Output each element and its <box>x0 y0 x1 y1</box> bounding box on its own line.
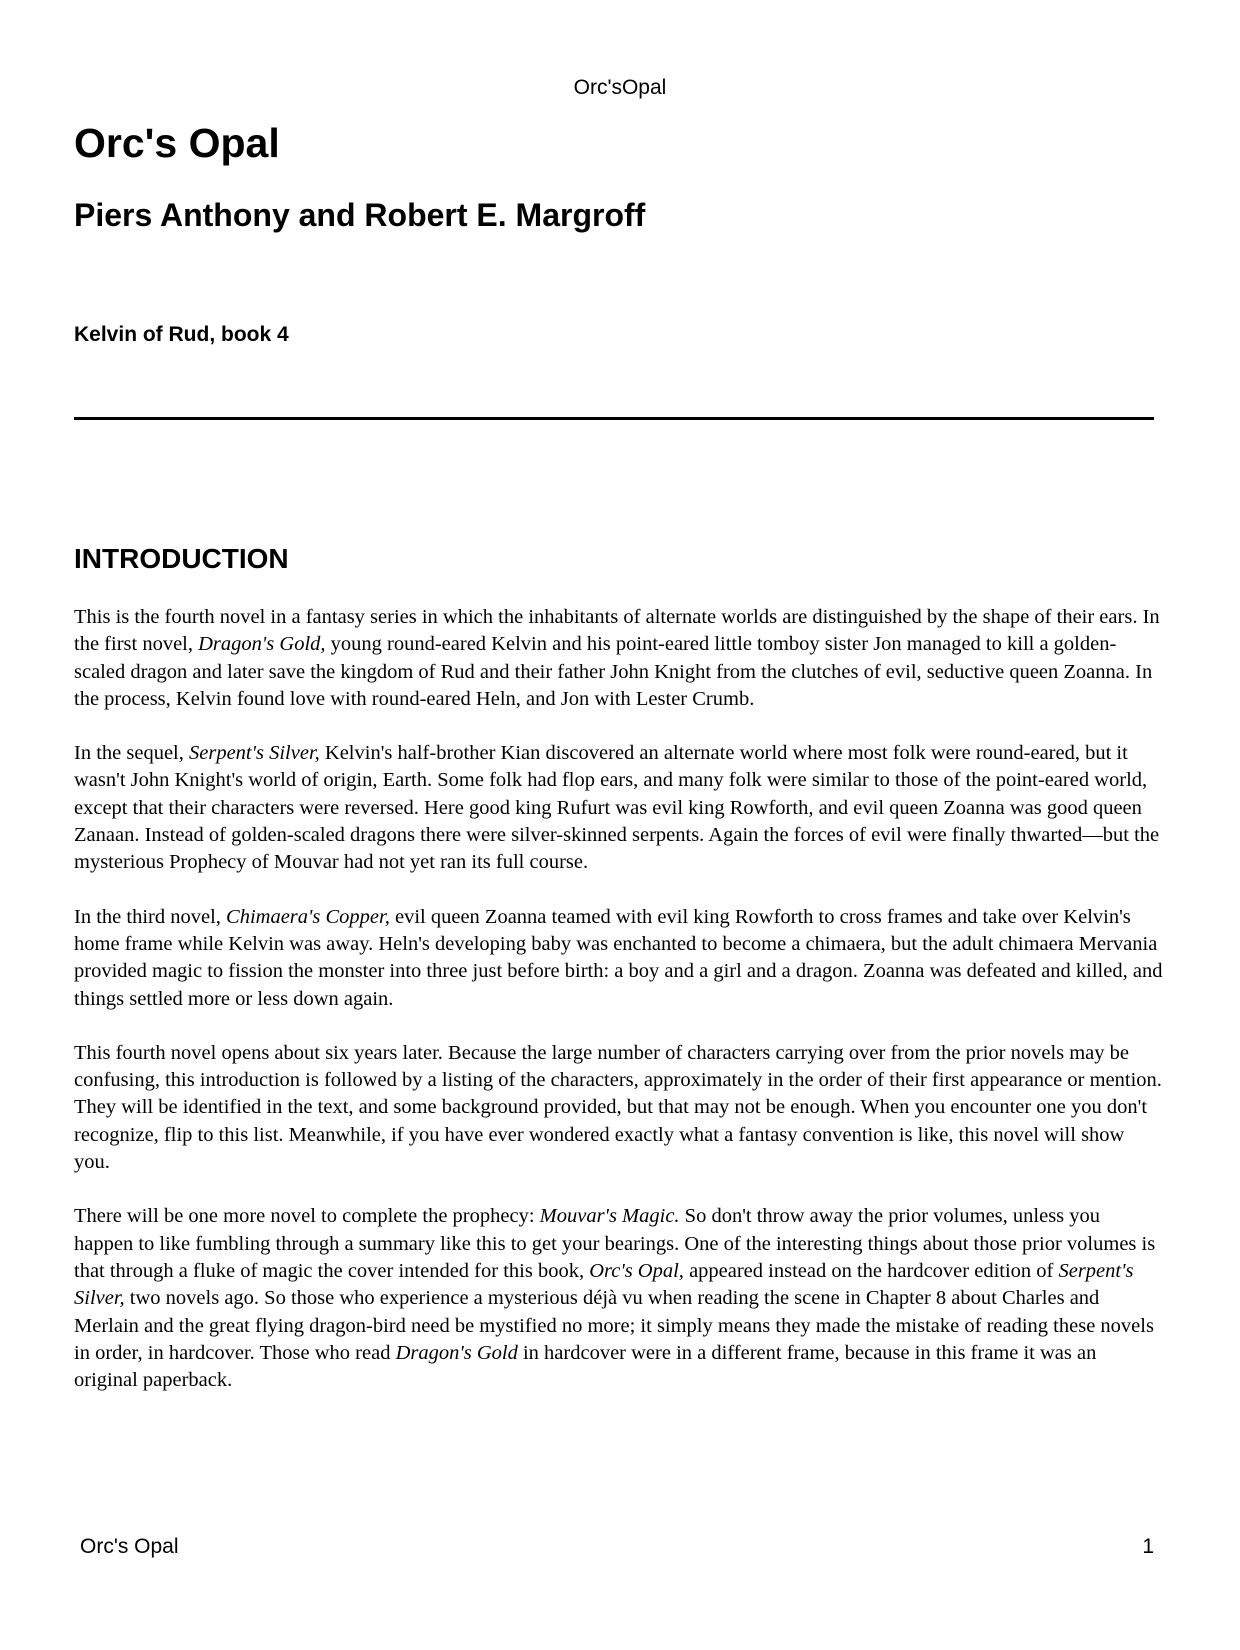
book-authors: Piers Anthony and Robert E. Margroff <box>74 197 646 233</box>
paragraph: This fourth novel opens about six years later. Because the large number of characters carrying over from the prior novels may be confusing, this introduction is followed by a listing of the characters, approximately in the order of their first appearance or mention. They will be identified in the text, and some background provided, but that may not be enough. When you encounter one you don't recognize, flip to this list. Meanwhile, if you have ever wondered exactly what a fantasy convention is like, this novel will show you. <box>74 1041 1162 1174</box>
book-reference: Chimaera's Copper, <box>226 905 390 928</box>
section-heading: INTRODUCTION <box>74 543 289 574</box>
footer-title: Orc's Opal <box>80 1535 179 1558</box>
introduction-body <box>74 604 1164 1421</box>
running-header: Orc'sOpal <box>573 76 667 99</box>
paragraph: In the sequel, Serpent's Silver, Kelvin's half-brother Kian discovered an alternate world where most folk were round-eared, but it wasn't John Knight's world of origin, Earth. Some folk had flop ears, and many folk were similar to those of the point-eared world, except that their characters were reversed. Here good king Rufurt was evil king Rowforth, and evil queen Zoanna was good queen Zanaan. Instead of golden-scaled dragons there were silver-skinned serpents. Again the forces of evil were finally thwarted—but the mysterious Prophecy of Mouvar had not yet ran its full course. <box>74 742 1160 874</box>
book-title: Orc's Opal <box>74 120 280 166</box>
horizontal-rule <box>74 417 1154 420</box>
paragraph: This is the fourth novel in a fantasy series in which the inhabitants of alternate worlds are distinguished by the shape of their ears. In the first novel, Dragon's Gold, young round-eared Kelvin and his point-eared little tomboy sister Jon managed to kill a golden-scaled dragon and later save the kingdom of Rud and their father John Knight from the clutches of evil, seductive queen Zoanna. In the process, Kelvin found love with round-eared Heln, and Jon with Lester Crumb. <box>74 606 1160 710</box>
series-info: Kelvin of Rud, book 4 <box>74 323 289 346</box>
book-reference: Serpent's Silver, <box>189 742 320 765</box>
paragraph: There will be one more novel to complete the prophecy: Mouvar's Magic. So don't throw away the prior volumes, unless you happen to like fumbling through a summary like this to get your bearings. One of the interesting things about those prior volumes is that through a fluke of magic the cover intended for this book, Orc's Opal, appeared instead on the hardcover edition of Serpent's Silver, two novels ago. So those who experience a mysterious déjà vu when reading the scene in Chapter 8 about Charles and Merlain and the great flying dragon-bird need be mystified no more; it simply means they made the mistake of reading these novels in order, in hardcover. Those who read Dragon's Gold in hardcover were in a different frame, because in this frame it was an original paperback. <box>74 1205 1156 1392</box>
book-reference: Dragon's Gold <box>395 1341 518 1364</box>
page-number: 1 <box>1142 1535 1154 1558</box>
paragraph: In the third novel, Chimaera's Copper, evil queen Zoanna teamed with evil king Rowforth to cross frames and take over Kelvin's home frame while Kelvin was away. Heln's developing baby was enchanted to become a chimaera, but the adult chimaera Mervania provided magic to fission the monster into three just before birth: a boy and a girl and a dragon. Zoanna was defeated and killed, and things settled more or less down again. <box>74 905 1163 1010</box>
book-reference: Dragon's Gold, <box>198 633 326 656</box>
book-reference: Orc's Opal, <box>589 1259 684 1282</box>
book-reference: Serpent's Silver, <box>74 1259 1134 1310</box>
book-reference: Mouvar's Magic. <box>539 1205 680 1228</box>
